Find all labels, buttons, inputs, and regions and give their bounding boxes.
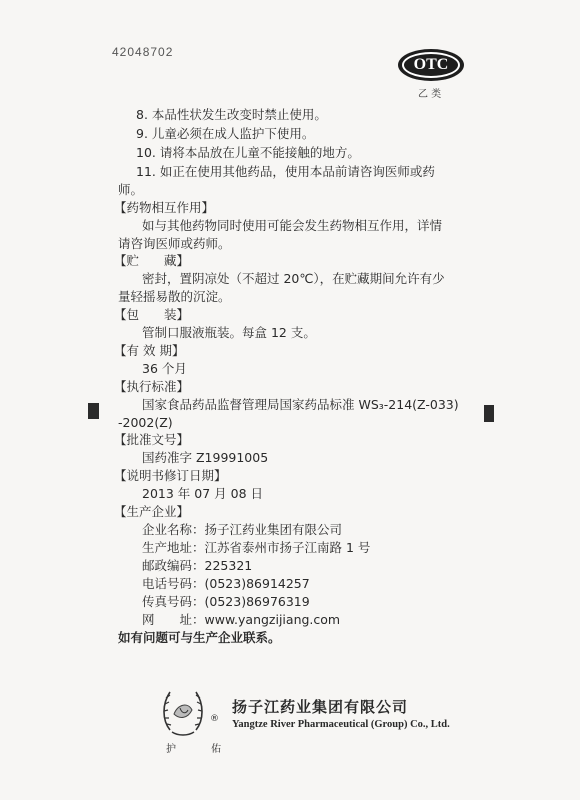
manufacturer-heading: 【生产企业】 — [114, 504, 190, 519]
manufacturer-row — [142, 612, 340, 628]
field-label: 生产地址： — [142, 540, 205, 555]
storage-heading: 【贮 藏】 — [114, 253, 190, 268]
note-10: 10. 请将本品放在儿童不能接触的地方。 — [136, 145, 360, 160]
company-name-cn: 扬子江药业集团有限公司 — [232, 698, 409, 716]
interaction-text-1: 如与其他药物同时使用可能会发生药物相互作用，详情 — [142, 218, 443, 233]
field-label: 传真号码： — [142, 594, 205, 609]
storage-text-1: 密封，置阴凉处（不超过 20℃），在贮藏期间允许有少 — [142, 271, 445, 286]
otc-label: OTC — [402, 52, 460, 78]
manufacturer-row — [142, 594, 310, 610]
note-8: 8. 本品性状发生改变时禁止使用。 — [136, 107, 327, 122]
approval-text: 国药准字 Z19991005 — [142, 450, 269, 465]
interaction-heading: 【药物相互作用】 — [114, 200, 215, 215]
field-value: 扬子江药业集团有限公司 — [204, 522, 343, 537]
field-label: 电话号码： — [142, 576, 205, 591]
standard-text-1: 国家食品药品监督管理局国家药品标准 WS₃-214(Z-033) — [142, 397, 459, 412]
manufacturer-row — [142, 576, 310, 592]
contact-note: 如有问题可与生产企业联系。 — [118, 630, 281, 645]
scan-mark-left — [88, 403, 99, 419]
field-value: 225321 — [204, 558, 253, 573]
approval-heading: 【批准文号】 — [114, 432, 190, 447]
company-emblem-icon — [160, 684, 206, 740]
field-value: (0523)86976319 — [204, 594, 310, 609]
company-name-en: Yangtze River Pharmaceutical (Group) Co., Ltd. — [232, 719, 450, 730]
revision-text: 2013 年 07 月 08 日 — [142, 486, 263, 501]
registered-mark: ® — [210, 714, 219, 724]
field-value: (0523)86914257 — [204, 576, 310, 591]
standard-text-2: -2002(Z) — [118, 415, 173, 430]
validity-heading: 【有 效 期】 — [114, 343, 185, 358]
storage-text-2: 量轻摇易散的沉淀。 — [118, 289, 231, 304]
field-value: 江苏省泰州市扬子江南路 1 号 — [204, 540, 371, 555]
note-9: 9. 儿童必须在成人监护下使用。 — [136, 126, 315, 141]
note-11-line1: 11. 如正在使用其他药品，使用本品前请咨询医师或药 — [136, 164, 435, 179]
manufacturer-row — [142, 558, 252, 574]
package-heading: 【包 装】 — [114, 307, 190, 322]
field-label: 网 址： — [142, 612, 205, 627]
otc-class-label: 乙 类 — [418, 89, 442, 100]
emblem-caption: 护 佑 — [166, 744, 238, 755]
package-text: 管制口服液瓶装。每盒 12 支。 — [142, 325, 316, 340]
otc-badge — [398, 49, 464, 81]
interaction-text-2: 请咨询医师或药师。 — [118, 236, 231, 251]
validity-text: 36 个月 — [142, 361, 187, 376]
note-11-line2: 师。 — [118, 182, 144, 197]
manufacturer-row — [142, 522, 342, 538]
revision-heading: 【说明书修订日期】 — [114, 468, 227, 483]
scan-mark-right — [484, 405, 494, 422]
field-label: 企业名称： — [142, 522, 205, 537]
manufacturer-row — [142, 540, 370, 556]
field-value: www.yangzijiang.com — [204, 612, 341, 627]
field-label: 邮政编码： — [142, 558, 205, 573]
document-id: 42048702 — [112, 45, 174, 59]
standard-heading: 【执行标准】 — [114, 379, 190, 394]
